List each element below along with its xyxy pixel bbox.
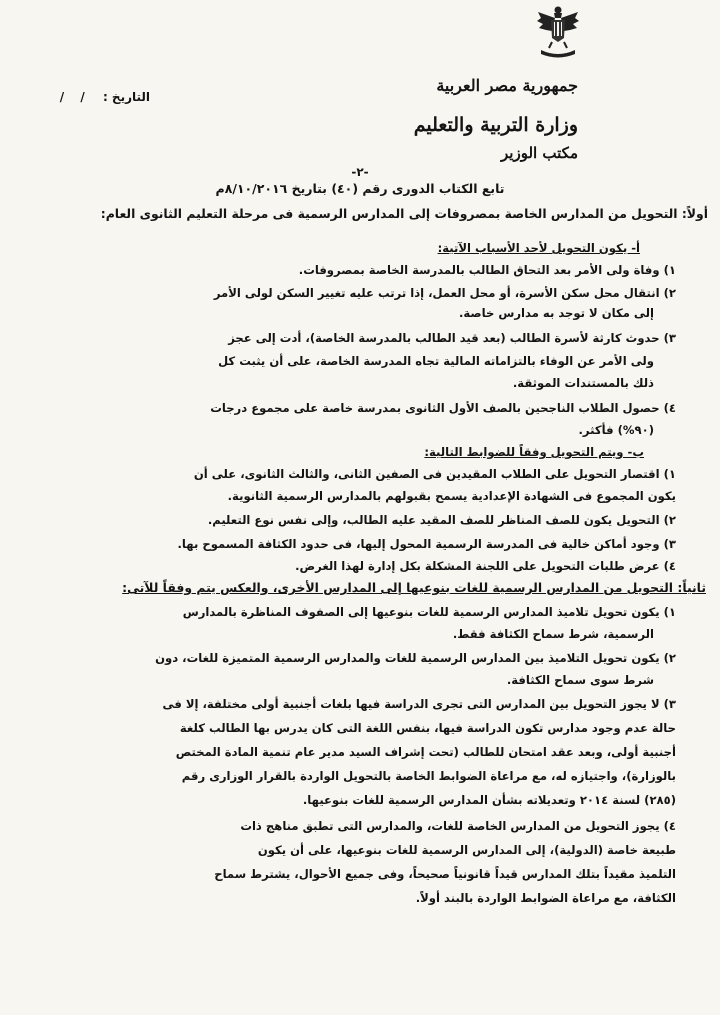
list-item: ٣) لا يجوز التحويل بين المدارس التى تجرى الدراسة فيها بلغات أجنبية أولى مختلفة، إلا فى	[162, 697, 676, 711]
list-item-continued: إلى مكان لا توجد به مدارس خاصة.	[458, 306, 654, 320]
list-item-continued: يكون المجموع فى الشهادة الإعدادية يسمح بقبولهم بالمدارس الرسمية الثانوية.	[227, 489, 676, 503]
section-1b-heading: ب- ويتم التحويل وفقاً للضوابط التالية:	[424, 445, 644, 459]
eagle-emblem-icon	[535, 4, 581, 62]
list-item: ٤) عرض طلبات التحويل على اللجنة المشكلة بكل إدارة لهذا الغرض.	[295, 559, 676, 573]
list-item-continued: ولى الأمر عن الوفاء بالتزاماته المالية تجاه المدرسة الخاصة، على أن يثبت كل	[218, 354, 654, 368]
ministry-name: وزارة التربية والتعليم	[413, 114, 578, 136]
list-item-continued: الرسمية، شرط سماح الكثافة فقط.	[452, 627, 654, 641]
list-item: ٢) يكون تحويل التلاميذ بين المدارس الرسمية للغات والمدارس الرسمية المتميزة للغات، دون	[155, 651, 676, 665]
list-item: ٢) التحويل يكون للصف المناظر للصف المقيد عليه الطالب، وإلى نفس نوع التعليم.	[207, 513, 676, 527]
list-item-continued: الكثافة، مع مراعاة الضوابط الواردة بالبند أولاً.	[415, 891, 676, 905]
list-item-continued: ذلك بالمستندات الموثقة.	[512, 376, 654, 390]
list-item-continued: التلميذ مقيداً بتلك المدارس قيداً قانونياً صحيحاً، وفى جميع الأحوال، يشترط سماح	[214, 867, 676, 881]
list-item: ١) يكون تحويل تلاميذ المدارس الرسمية للغات بنوعيها إلى الصفوف المناظرة بالمدارس	[182, 605, 676, 619]
date-label: التاريخ :	[102, 90, 150, 104]
list-item: ١) وفاة ولى الأمر بعد التحاق الطالب بالمدرسة الخاصة بمصروفات.	[298, 263, 676, 277]
list-item-continued: حالة عدم وجود مدارس تكون الدراسة فيها، بنفس اللغة التى كان يدرس بها الطالب كلغة	[179, 721, 676, 735]
date-value: / /	[59, 90, 91, 104]
circular-title: تابع الكتاب الدورى رقم (٤٠) بتاريخ ٨/١٠/٢٠١٦م	[215, 181, 505, 196]
section-1-title: أولاً: التحويل من المدارس الخاصة بمصروفات إلى المدارس الرسمية فى مرحلة التعليم الثانوى العام:	[100, 206, 708, 221]
section-2-title: ثانياً: التحويل من المدارس الرسمية للغات بنوعيها إلى المدارس الأخرى، والعكس يتم وفقاً للآتى:	[122, 580, 706, 595]
list-item-continued: (٩٠%) فأكثر.	[578, 423, 654, 437]
list-item-continued: أجنبية أولى، وبعد عقد امتحان للطالب (تحت إشراف السيد مدير عام تنمية المادة المختص	[175, 745, 676, 759]
republic-name: جمهورية مصر العربية	[436, 76, 578, 95]
list-item: ٢) انتقال محل سكن الأسرة، أو محل العمل، إذا ترتب عليه تغيير السكن لولى الأمر	[213, 286, 676, 300]
list-item: ٤) يجوز التحويل من المدارس الخاصة للغات، والمدارس التى تطبق مناهج ذات	[240, 819, 676, 833]
list-item: ٣) وجود أماكن خالية فى المدرسة الرسمية المحول إليها، فى حدود الكثافة المسموح بها.	[177, 537, 676, 551]
list-item-continued: بالوزارة)، واجتيازه له، مع مراعاة الضوابط الخاصة بالتحويل الواردة بالقرار الوزارى رقم	[181, 769, 676, 783]
list-item-continued: (٢٨٥) لسنة ٢٠١٤ وتعديلاته بشأن المدارس الرسمية للغات بنوعيها.	[302, 793, 676, 807]
office-name: مكتب الوزير	[501, 144, 578, 162]
list-item: ٤) حصول الطلاب الناجحين بالصف الأول الثانوى بمدرسة خاصة على مجموع درجات	[210, 401, 676, 415]
list-item-continued: شرط سوى سماح الكثافة.	[506, 673, 654, 687]
list-item-continued: طبيعة خاصة (الدولية)، إلى المدارس الرسمية للغات بنوعيها، على أن يكون	[257, 843, 676, 857]
list-item: ١) اقتصار التحويل على الطلاب المقيدين فى الصفين الثانى، والثالث الثانوى، على أن	[193, 467, 676, 481]
page-number: -٢-	[351, 165, 369, 179]
section-1a-heading: أ- يكون التحويل لأحد الأسباب الآتية:	[437, 241, 640, 255]
list-item: ٣) حدوث كارثة لأسرة الطالب (بعد قيد الطالب بالمدرسة الخاصة)، أدت إلى عجز	[228, 331, 676, 345]
date-field	[10, 90, 150, 104]
